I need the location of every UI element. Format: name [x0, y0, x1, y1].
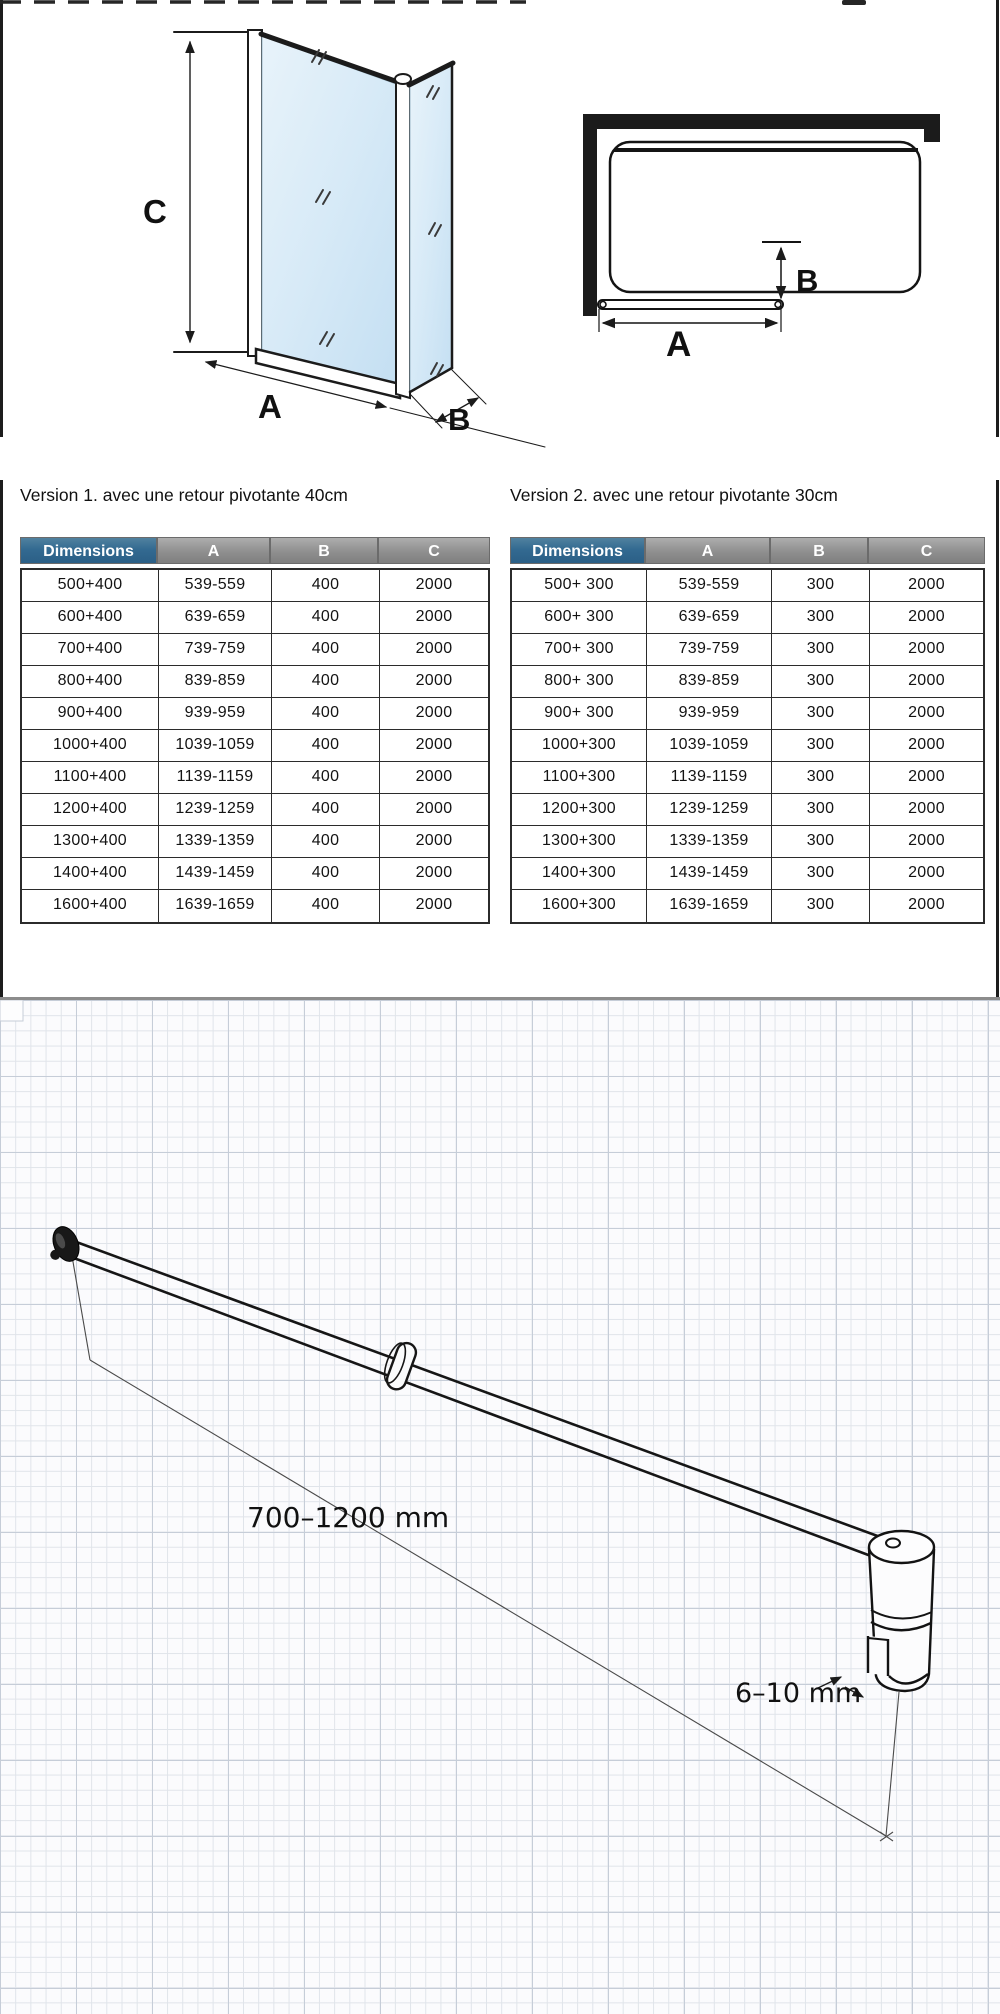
support-bar-section: [0, 1000, 1000, 2014]
depth-dimension-label: B: [448, 402, 471, 437]
table-row: [512, 698, 983, 730]
table-cell: 300: [772, 794, 870, 825]
table-cell: 1400+300: [512, 858, 647, 889]
table-cell: 400: [272, 570, 380, 601]
table-cell: 2000: [415, 640, 453, 657]
table-row: [512, 858, 983, 890]
table-cell: 1000+400: [22, 730, 159, 761]
table-cell: 1300+400: [22, 826, 159, 857]
table-cell: 939-959: [159, 698, 272, 729]
support-bar-tube: [55, 1236, 883, 1556]
table-row: [22, 570, 488, 602]
table-cell: 300: [772, 826, 870, 857]
column-header-c: C: [868, 537, 985, 564]
table-cell: 1339-1359: [647, 826, 772, 857]
table-cell: 2000: [415, 608, 453, 625]
table-cell: 400: [272, 730, 380, 761]
table-cell: 300: [772, 890, 870, 922]
table-cell: 1300+300: [512, 826, 647, 857]
table-cell: 1639-1659: [159, 890, 272, 922]
column-header-dimensions: Dimensions: [20, 537, 157, 564]
table-cell: 1439-1459: [159, 858, 272, 889]
table-cell: 539-559: [159, 570, 272, 601]
table-cell: 2000: [415, 672, 453, 689]
glass-slot: [867, 1636, 889, 1676]
table-cell: 1200+300: [512, 794, 647, 825]
table-cell: 1139-1159: [647, 762, 772, 793]
table-cell: 400: [272, 762, 380, 793]
table-cell: 839-859: [159, 666, 272, 697]
table-header-row: [20, 537, 490, 564]
table-cell: 2000: [415, 800, 453, 817]
table-cell: 2000: [908, 608, 945, 625]
grid-corner-patch: [0, 1000, 23, 1021]
table-cell: 1139-1159: [159, 762, 272, 793]
table-cell: 1239-1259: [159, 794, 272, 825]
table-cell: 1000+300: [512, 730, 647, 761]
table-cell: 300: [772, 698, 870, 729]
table-cell: 2000: [908, 736, 945, 753]
column-header-b: B: [270, 537, 378, 564]
shower-tray: [610, 142, 920, 292]
return-dimension-label: B: [796, 263, 819, 298]
tables-section-right-border: [996, 480, 999, 1000]
table-cell: 1400+400: [22, 858, 159, 889]
version1-title: Version 1. avec une retour pivotante 40cm: [20, 485, 348, 505]
table-row: [22, 890, 488, 922]
support-bar-diagram: [0, 1000, 1000, 2014]
table-cell: 300: [772, 858, 870, 889]
table-cell: 2000: [415, 896, 453, 913]
table-cell: 700+400: [22, 634, 159, 665]
table-cell: 300: [772, 730, 870, 761]
table-cell: 300: [772, 570, 870, 601]
opening-dimension-label: A: [666, 325, 692, 364]
table-cell: 900+400: [22, 698, 159, 729]
table-row: [22, 602, 488, 634]
table-cell: 2000: [415, 704, 453, 721]
column-header-a: A: [157, 537, 270, 564]
table-cell: 2000: [415, 576, 453, 593]
column-header-a: A: [645, 537, 770, 564]
table-cell: 1600+300: [512, 890, 647, 922]
table-row: [22, 698, 488, 730]
table-cell: 2000: [415, 768, 453, 785]
table-cell: 2000: [908, 576, 945, 593]
table-cell: 1039-1059: [647, 730, 772, 761]
wall-top-bar: [583, 114, 940, 129]
table-cell: 400: [272, 826, 380, 857]
table-row: [22, 826, 488, 858]
table-cell: 400: [272, 602, 380, 633]
table-cell: 400: [272, 794, 380, 825]
table-row: [22, 794, 488, 826]
return-glass-panel: [410, 64, 452, 392]
top-view-diagram: [583, 114, 940, 364]
table-cell: 400: [272, 634, 380, 665]
table-cell: 600+400: [22, 602, 159, 633]
wall-bracket: [42, 1223, 84, 1268]
table-cell: 839-859: [647, 666, 772, 697]
glass-thickness-label: 6–10 mm: [735, 1678, 862, 1709]
table-row: [512, 730, 983, 762]
version1-table: [20, 537, 490, 924]
table-row: [22, 762, 488, 794]
table-cell: 2000: [908, 672, 945, 689]
table-cell: 1100+300: [512, 762, 647, 793]
table-cell: 300: [772, 602, 870, 633]
table-cell: 639-659: [159, 602, 272, 633]
table-row: [22, 666, 488, 698]
table-cell: 800+ 300: [512, 666, 647, 697]
version2-table: [510, 537, 985, 924]
table-cell: 2000: [908, 800, 945, 817]
table-cell: 400: [272, 698, 380, 729]
wall-profile-bar: [248, 30, 262, 356]
table-body: [510, 568, 985, 924]
column-header-c: C: [378, 537, 490, 564]
top-edge-dashes: [0, 0, 866, 5]
table-cell: 300: [772, 634, 870, 665]
table-row: [512, 634, 983, 666]
main-glass-panel: [262, 36, 396, 386]
table-row: [22, 730, 488, 762]
table-row: [512, 602, 983, 634]
table-cell: 300: [772, 666, 870, 697]
table-cell: 800+400: [22, 666, 159, 697]
return-panel-plan: [598, 300, 783, 309]
table-cell: 500+400: [22, 570, 159, 601]
version2-title: Version 2. avec une retour pivotante 30cm: [510, 485, 838, 505]
table-header-row: [510, 537, 985, 564]
table-cell: 2000: [908, 896, 945, 913]
leader-lines: [72, 1256, 899, 1841]
table-cell: 1239-1259: [647, 794, 772, 825]
corner-post: [396, 78, 410, 398]
bar-length-label: 700–1200 mm: [247, 1501, 450, 1534]
table-cell: 300: [772, 762, 870, 793]
table-row: [512, 794, 983, 826]
table-cell: 400: [272, 666, 380, 697]
table-row: [22, 634, 488, 666]
table-cell: 400: [272, 858, 380, 889]
table-cell: 400: [272, 890, 380, 922]
table-cell: 1639-1659: [647, 890, 772, 922]
table-cell: 1439-1459: [647, 858, 772, 889]
width-dimension-label: A: [258, 388, 282, 425]
table-cell: 2000: [908, 864, 945, 881]
table-row: [512, 826, 983, 858]
height-dimension-label: C: [143, 193, 167, 230]
column-header-b: B: [770, 537, 868, 564]
table-cell: 739-759: [159, 634, 272, 665]
table-cell: 739-759: [647, 634, 772, 665]
glass-clamp: [867, 1531, 934, 1691]
table-cell: 1339-1359: [159, 826, 272, 857]
wall-side-bar: [583, 118, 597, 316]
table-row: [512, 762, 983, 794]
shower-screen-diagrams: [0, 0, 1000, 460]
table-cell: 500+ 300: [512, 570, 647, 601]
table-row: [512, 890, 983, 922]
table-cell: 2000: [908, 640, 945, 657]
table-cell: 2000: [908, 832, 945, 849]
table-cell: 1600+400: [22, 890, 159, 922]
table-row: [512, 666, 983, 698]
table-cell: 2000: [415, 736, 453, 753]
table-body: [20, 568, 490, 924]
table-cell: 639-659: [647, 602, 772, 633]
side-view-diagram: [143, 30, 545, 447]
table-row: [512, 570, 983, 602]
table-cell: 900+ 300: [512, 698, 647, 729]
table-cell: 700+ 300: [512, 634, 647, 665]
table-cell: 2000: [908, 768, 945, 785]
table-cell: 1200+400: [22, 794, 159, 825]
column-header-dimensions: Dimensions: [510, 537, 645, 564]
table-cell: 1039-1059: [159, 730, 272, 761]
table-cell: 1100+400: [22, 762, 159, 793]
table-row: [22, 858, 488, 890]
table-cell: 600+ 300: [512, 602, 647, 633]
tables-section-left-border: [0, 480, 3, 1000]
table-cell: 2000: [415, 832, 453, 849]
table-cell: 2000: [415, 864, 453, 881]
table-cell: 2000: [908, 704, 945, 721]
table-cell: 939-959: [647, 698, 772, 729]
table-cell: 539-559: [647, 570, 772, 601]
